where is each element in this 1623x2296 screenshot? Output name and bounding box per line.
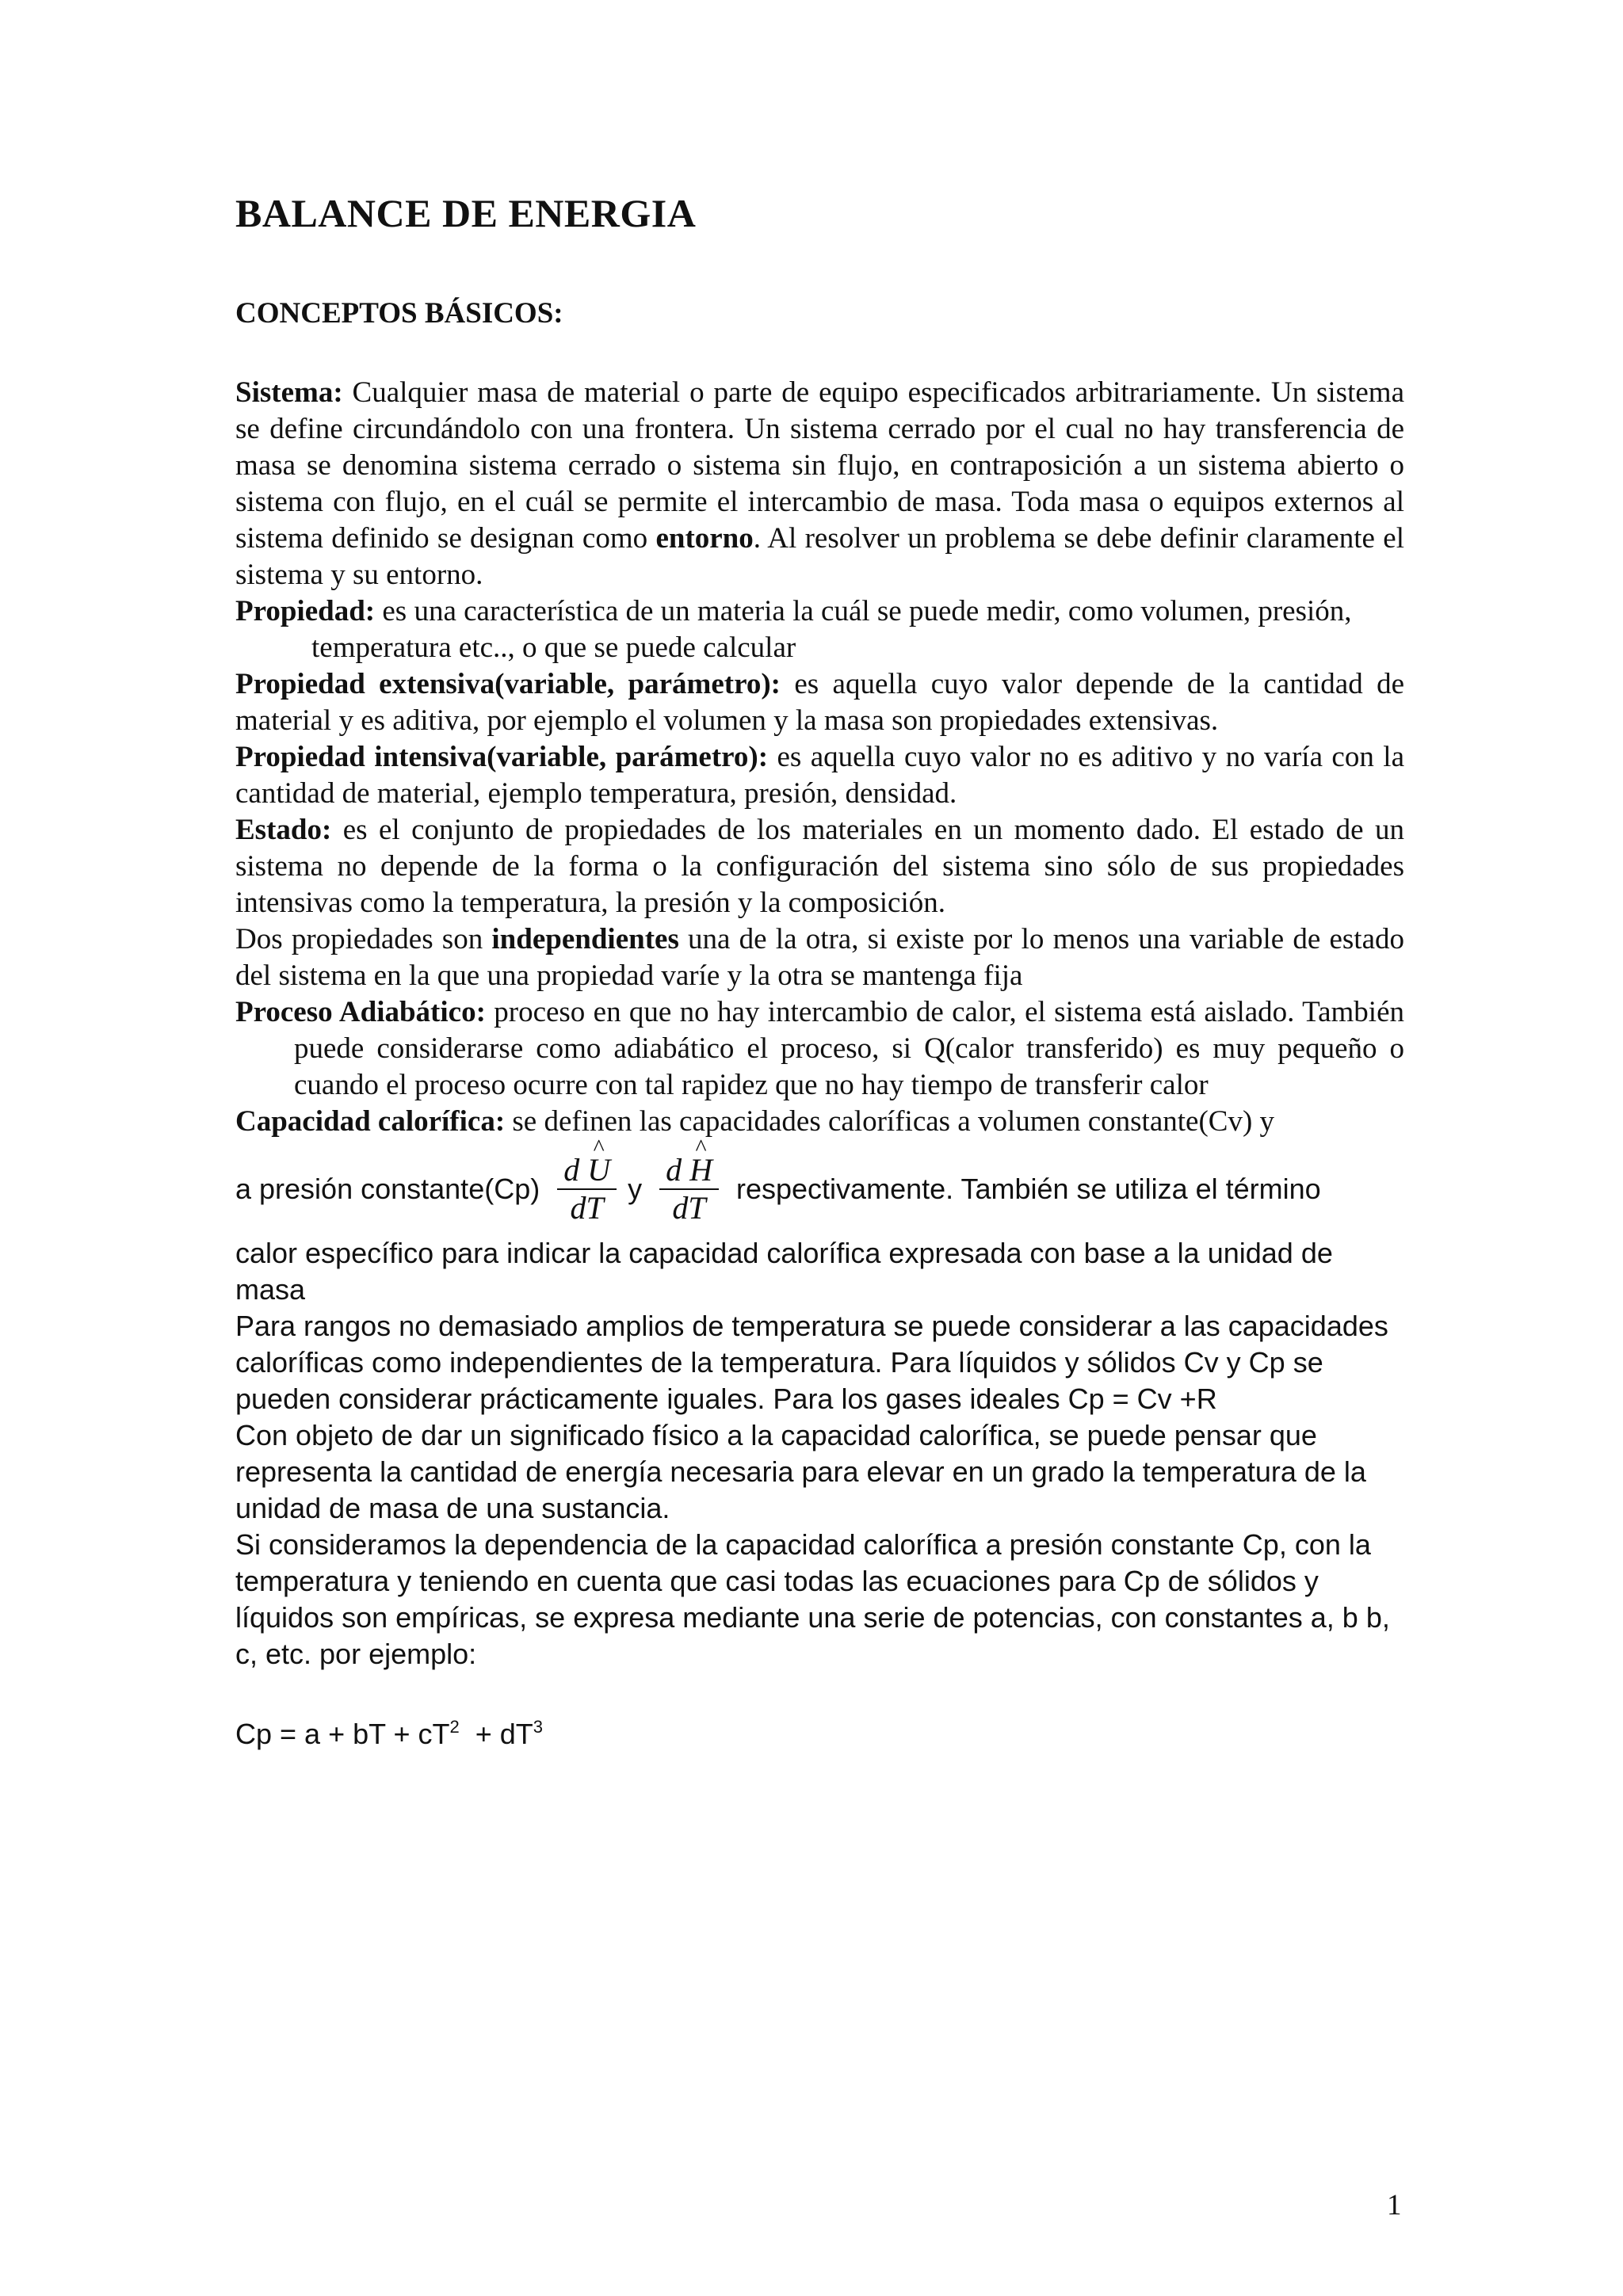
- term-label: Proceso Adiabático:: [235, 996, 486, 1028]
- capacity-equation-line: [235, 1143, 1404, 1235]
- definition-text: proceso en que no hay intercambio de calor, el sistema está aislado. También puede considerarse como adiabático el proceso, si Q(calor transferido) es muy pequeño o cuando el proceso ocurre con tal rapidez que no hay tiempo de transferir calor: [294, 996, 1404, 1101]
- cp-formula: [235, 1709, 1404, 1753]
- equation-suffix: respectivamente. También se utiliza el término: [736, 1173, 1321, 1205]
- definition-text: Cualquier masa de material o parte de equipo especificados arbitrariamente. Un sistema se define circundándolo con una frontera. Un sistema cerrado por el cual no hay transferencia de masa se denomina sistema cerrado o sistema sin flujo, en contraposición a un sistema abierto o sistema con flujo, en el cuál se permite el intercambio de masa. Toda masa o equipos externos al sistema definido se designan como: [235, 376, 1404, 555]
- document-title: BALANCE DE ENERGIA: [235, 191, 697, 235]
- h-hat-symbol: ^ H: [689, 1152, 712, 1188]
- paragraph-rangos: Para rangos no demasiado amplios de temperatura se puede considerar a las capacidades caloríficas como independientes de la temperatura. Para líquidos y sólidos Cv y Cp se pueden considerar prácticamente iguales. Para los gases ideales Cp = Cv +R: [235, 1310, 1388, 1415]
- term-label: Propiedad extensiva(variable, parámetro):: [235, 668, 781, 700]
- equation-and: y: [628, 1173, 643, 1205]
- definition-text: es una característica de un materia la cuál se puede medir, como volumen, presión, temperatura etc.., o que se puede calcular: [311, 595, 1352, 664]
- fraction-dH-dT: [659, 1152, 719, 1226]
- term-label: Estado:: [235, 814, 332, 846]
- term-label: Capacidad calorífica:: [235, 1105, 506, 1138]
- formula-exponent: 2: [449, 1717, 460, 1737]
- page-number: 1: [1387, 2189, 1402, 2222]
- formula-exponent: 3: [533, 1717, 544, 1737]
- term-bold: entorno: [655, 522, 754, 555]
- formula-text: + dT: [459, 1718, 533, 1750]
- definition-adiabatico: [235, 994, 1404, 1104]
- definition-text: Dos propiedades son: [235, 923, 492, 955]
- definition-propiedad: [235, 593, 1404, 666]
- paragraph-significado: Con objeto de dar un significado físico a la capacidad calorífica, se puede pensar que representa la cantidad de energía necesaria para elevar en un grado la temperatura de la unidad de masa de una sustancia.: [235, 1419, 1366, 1524]
- definition-text: es aquella cuyo valor no es aditivo y no varía con la cantidad de material, ejemplo temperatura, presión, densidad.: [235, 741, 1404, 810]
- definition-extensiva: [235, 666, 1404, 739]
- fraction-denominator: dT: [672, 1190, 706, 1226]
- term-bold: independientes: [491, 923, 679, 955]
- definition-independientes: [235, 921, 1404, 994]
- differential-d: d: [563, 1152, 588, 1188]
- paragraph-dependencia: Si consideramos la dependencia de la capacidad calorífica a presión constante Cp, con la temperatura y teniendo en cuenta que casi todas las ecuaciones para Cp de sólidos y líquidos son empíricas, se expresa mediante una serie de potencias, con constantes a, b b, c, etc. por ejemplo:: [235, 1528, 1390, 1670]
- fraction-dU-dT: [557, 1152, 617, 1226]
- definition-sistema: [235, 375, 1404, 593]
- spacer: [235, 1672, 1404, 1709]
- section-heading: CONCEPTOS BÁSICOS:: [235, 297, 563, 330]
- term-label: Sistema:: [235, 376, 343, 409]
- definition-text: es aquella cuyo valor depende de la cantidad de material y es aditiva, por ejemplo el volumen y la masa son propiedades extensivas.: [235, 668, 1405, 737]
- definition-intensiva: [235, 739, 1404, 812]
- formula-text: Cp = a + bT + cT: [235, 1718, 450, 1750]
- u-hat-symbol: ^ U: [587, 1152, 610, 1188]
- term-label: Propiedad:: [235, 595, 376, 627]
- capacidad-continuation: calor específico para indicar la capacidad calorífica expresada con base a la unidad de masa: [235, 1237, 1333, 1306]
- definition-text: es el conjunto de propiedades de los materiales en un momento dado. El estado de un sistema no depende de la forma o la configuración del sistema sino sólo de sus propiedades intensivas como la temperatura, la presión y la composición.: [235, 814, 1404, 919]
- definition-text: una de la otra, si existe por lo menos una variable de estado del sistema en la que una propiedad varíe y la otra se mantenga fija: [235, 923, 1404, 992]
- definition-estado: [235, 812, 1404, 921]
- definition-text: . Al resolver un problema se debe definir claramente el sistema y su entorno.: [235, 522, 1404, 591]
- equation-prefix: a presión constante(Cp): [235, 1173, 540, 1205]
- document-page: [235, 190, 1404, 1753]
- fraction-denominator: dT: [570, 1190, 604, 1226]
- fraction-numerator: [659, 1152, 719, 1190]
- fraction-numerator: [557, 1152, 617, 1190]
- term-label: Propiedad intensiva(variable, parámetro):: [235, 741, 769, 773]
- definition-text: se definen las capacidades caloríficas a volumen constante(Cv) y: [505, 1105, 1275, 1138]
- differential-d: d: [666, 1152, 690, 1188]
- definition-capacidad: [235, 1104, 1404, 1140]
